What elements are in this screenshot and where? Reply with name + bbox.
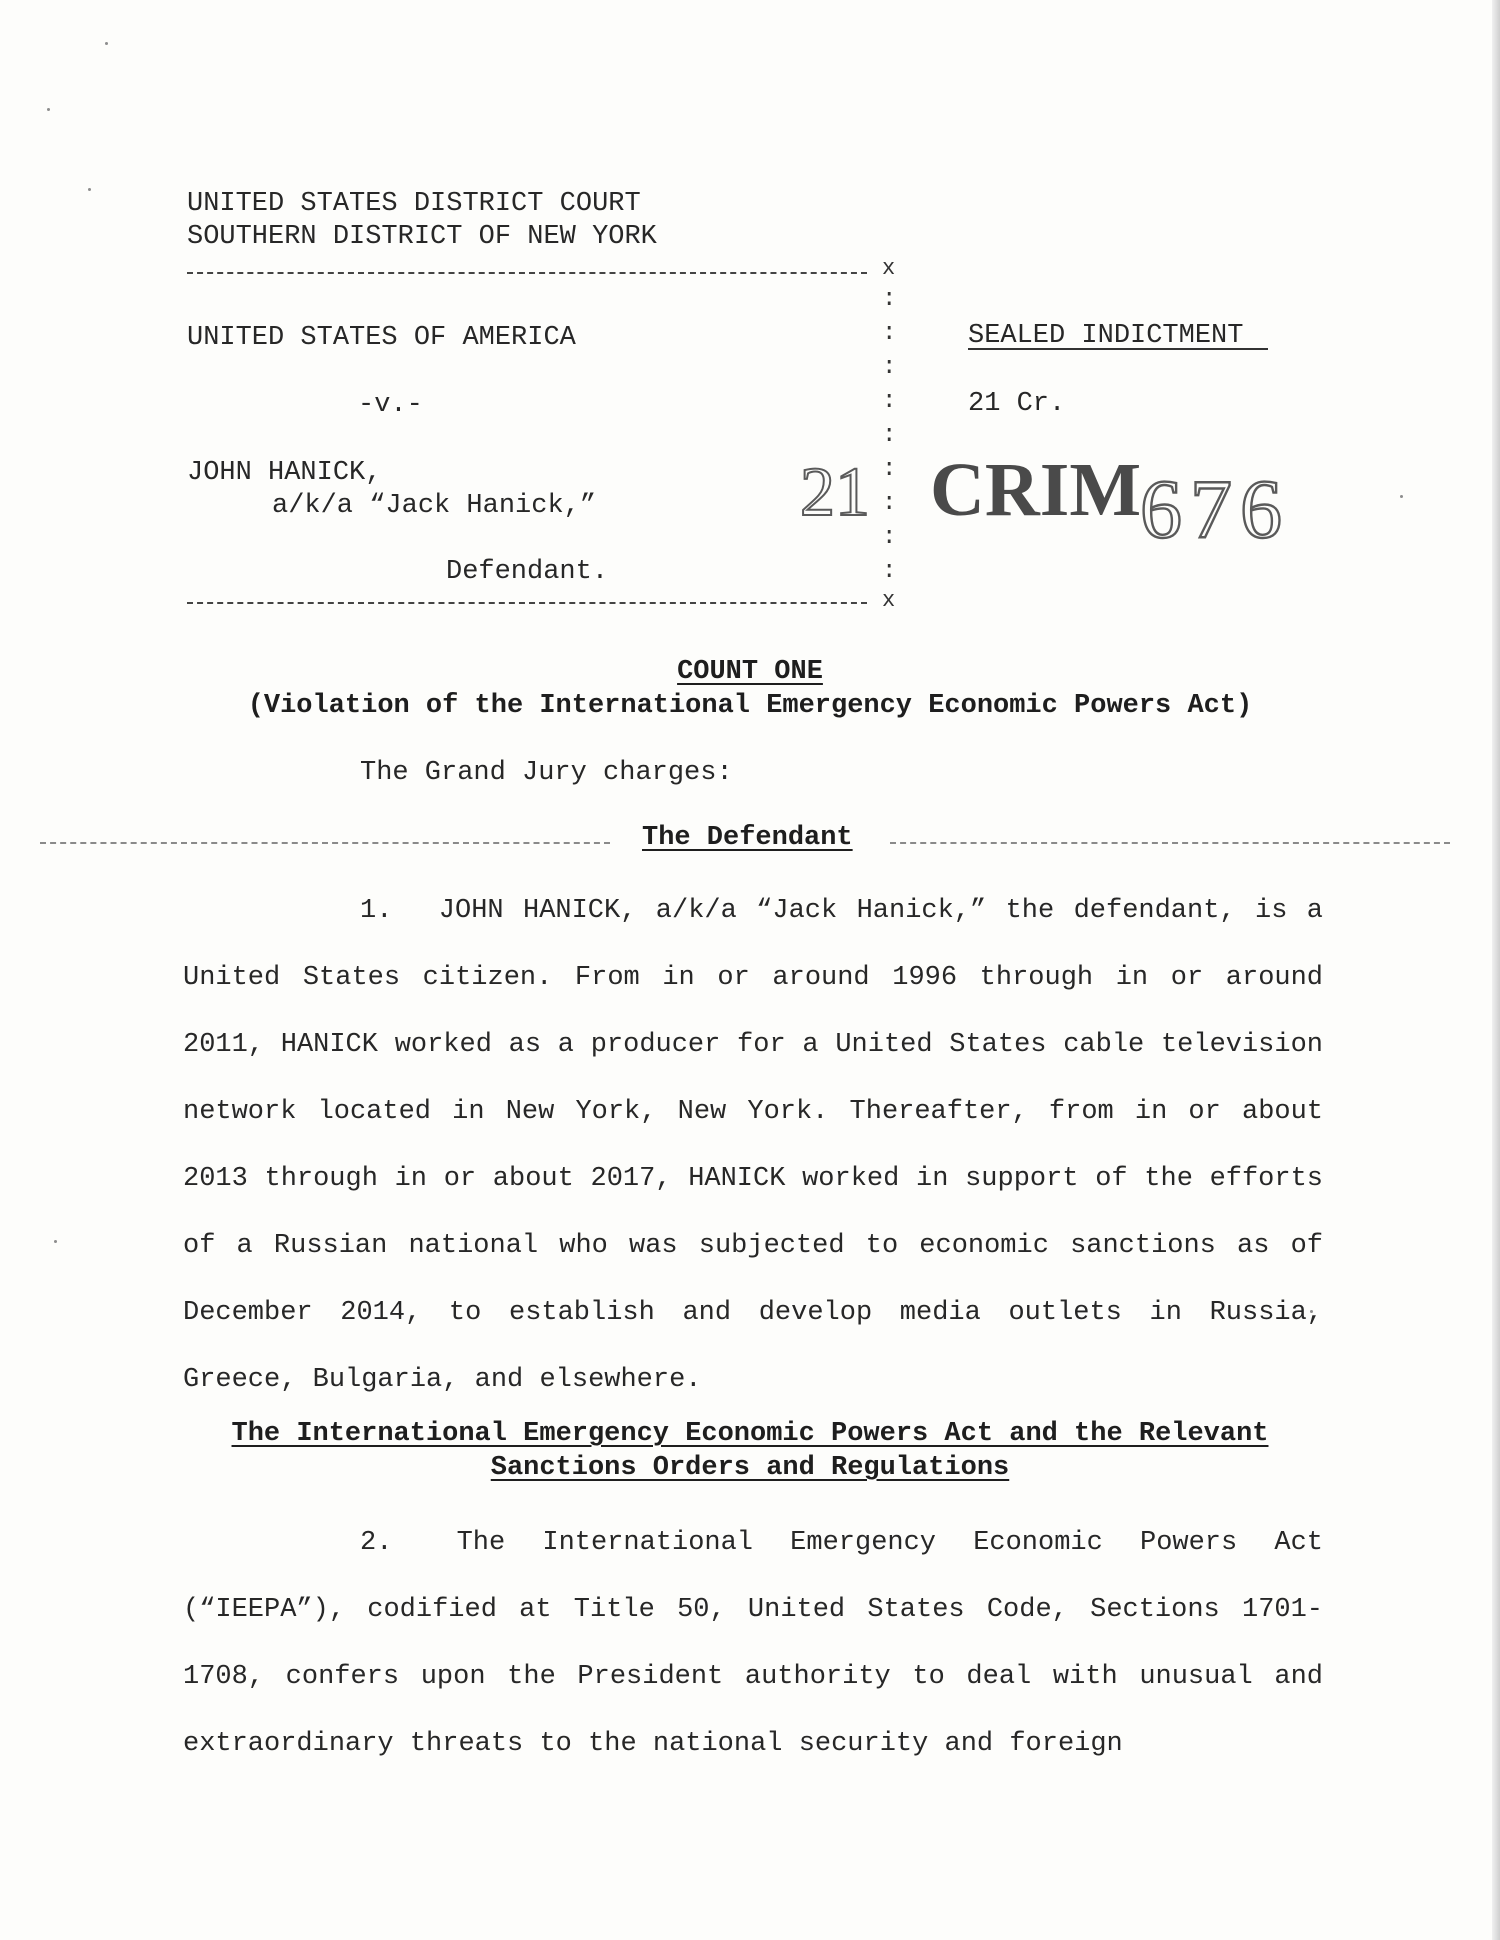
caption-bottom-dashes: [187, 602, 867, 604]
scan-speck: [47, 108, 50, 111]
scan-speck: [105, 42, 108, 45]
caption-corner-bottom: x: [882, 588, 896, 613]
scan-speck: [1400, 495, 1403, 498]
defendant-role: Defendant.: [446, 557, 609, 587]
case-label: 21 Cr.: [968, 389, 1066, 419]
charge-intro: The Grand Jury charges:: [360, 758, 733, 788]
caption-divider: :: [882, 388, 897, 415]
caption-divider: :: [882, 558, 897, 585]
scan-speck: [88, 188, 91, 191]
heading-rule-left: [40, 842, 610, 844]
caption-top-dashes: [187, 272, 867, 274]
stamp-type: CRIM: [930, 448, 1142, 532]
caption-divider: :: [882, 422, 897, 449]
section-heading-defendant: The Defendant: [638, 822, 857, 854]
caption-divider: :: [882, 354, 897, 381]
defendant-name: JOHN HANICK,: [187, 458, 382, 488]
court-name: UNITED STATES DISTRICT COURT: [187, 189, 641, 219]
count-title: COUNT ONE: [677, 657, 823, 687]
document-type-underline: [968, 348, 1268, 350]
caption-divider: :: [882, 320, 897, 347]
versus-label: -v.-: [358, 390, 423, 420]
heading-rule-right: [890, 842, 1450, 844]
caption-divider: :: [882, 286, 897, 313]
caption-divider: :: [882, 524, 897, 551]
court-district: SOUTHERN DISTRICT OF NEW YORK: [187, 222, 657, 252]
paragraph-2: 2. The International Emergency Economic Powers Act (“IEEPA”), codified at Title 50, United States Code, Sections 1701-1708, confers upon the President authority to deal with unusual and extraordinary threats to the national security and foreign: [183, 1528, 1323, 1759]
count-subtitle: (Violation of the International Emergency Economic Powers Act): [247, 691, 1253, 721]
section-heading-ieepa-line2: Sanctions Orders and Regulations: [490, 1453, 1010, 1483]
defendant-aka: a/k/a “Jack Hanick,”: [272, 491, 597, 521]
stamp-prefix: 21: [800, 454, 870, 531]
caption-divider: :: [882, 490, 897, 517]
document-type: SEALED INDICTMENT: [968, 321, 1244, 351]
scan-edge-shadow: [1492, 0, 1500, 1940]
caption-corner-top: x: [882, 256, 896, 281]
stamp-number: 676: [1140, 463, 1290, 555]
plaintiff-name: UNITED STATES OF AMERICA: [187, 323, 576, 353]
paragraph-1: 1. JOHN HANICK, a/k/a “Jack Hanick,” the defendant, is a United States citizen. From in or around 1996 through in or around 2011, HANICK worked as a producer for a United States cable television network located in New York, New York. Thereafter, from in or about 2013 through in or about 2017, HANICK worked in support of the efforts of a Russian national who was subjected to economic sanctions as of December 2014, to establish and develop media outlets in Russia, Greece, Bulgaria, and elsewhere.: [183, 896, 1323, 1395]
scan-speck: [54, 1240, 57, 1243]
caption-divider: :: [882, 456, 897, 483]
case-number-stamp: [800, 445, 1310, 555]
section-heading-ieepa-line1: The International Emergency Economic Powers Act and the Relevant: [231, 1419, 1269, 1449]
